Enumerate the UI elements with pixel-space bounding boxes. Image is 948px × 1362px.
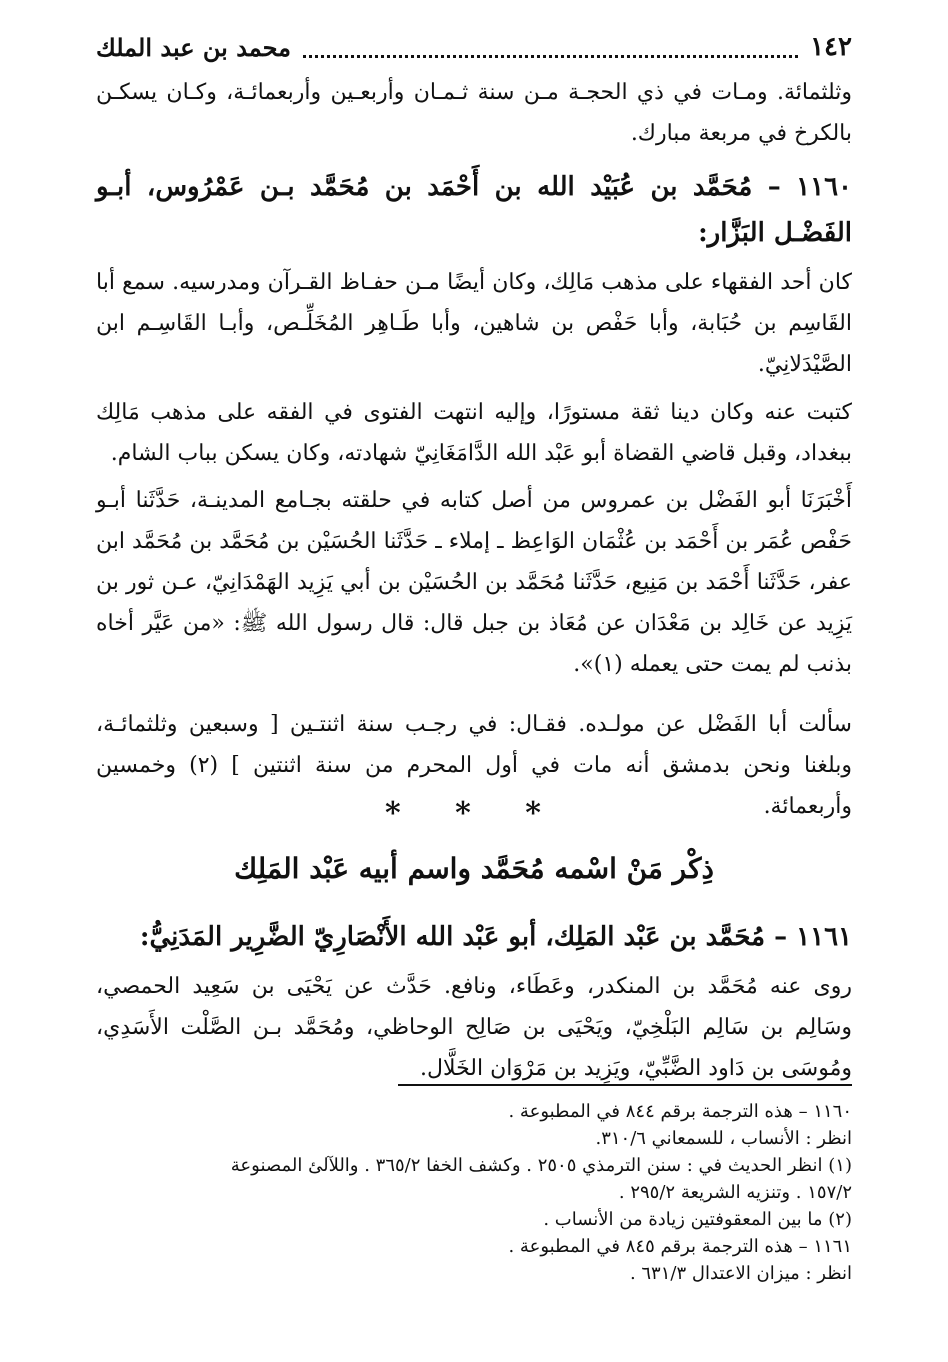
paragraph-3: أَخْبَرَنَا أبو الفَضْل بن عمروس من أصل كتابه في حلقته بجـامع المدينـة، حَدَّثَنا أبـو حَفْص عُمَر بن أَحْمَد بن عُثْمَان الوَاعِظ ـ إملاء ـ حَدَّثَنا الحُسَيْن بن مُحَمَّد بن مُحَمَّد ابن عفر، حَدَّثَنا أَحْمَد بن مَنِيع، حَدَّثَنا مُحَمَّد بن الحُسَيْن بن أبي يَزِيد الهَمْدَانِيّ، عـن ثور بن يَزِيد عن خَالِد بن مَعْدَان عن مُعَاذ بن جبل قال: قال رسول الله ﷺ: «من عَيَّر أخاه بذنب لم يمت حتى يعمله (١)». (96, 488, 852, 677)
footnote-line: (٢) ما بين المعقوفتين زيادة من الأنساب . (543, 1209, 852, 1230)
paragraph-2: كتبت عنه وكان دينا ثقة مستورًا، وإليه انتهت الفتوى في الفقه على مذهب مَالِك ببغداد، وقبل قاضي القضاة أبو عَبْد الله الدَّامَغَانِيّ شهادته، وكان يسكن بباب الشام. (96, 400, 852, 466)
header-dotted-leader (303, 37, 798, 58)
section-separator-stars: * * * (385, 796, 563, 831)
paragraph-4: سألت أبا الفَضْل عن مولـده. فقـال: في رجـب سنة اثنتـين [ وسبعين وثلثمائـة، وبلغنا ونحن بدمشق أنه مات في أول المحرم من سنة اثنتين ] (٢) وخمسين وأربعمائة. (96, 712, 853, 819)
footnotes (96, 1098, 852, 1287)
entry-1161-heading: ١١٦١ – مُحَمَّد بن عَبْد المَلِك، أبو عَبْد الله الأَنْصَارِيّ الضَّرِير المَدَنِيُّ: (139, 922, 852, 952)
footnote-line: انظر : الأنساب ، للسمعاني ٣١٠/٦. (595, 1128, 852, 1149)
page-number: ١٤٢ (810, 32, 852, 62)
entry-1160-heading: ١١٦٠ – مُحَمَّد بن عُبَيْد الله بن أَحْمَد بن مُحَمَّد بـن عَمْرُوس، أبـو الفَضْـل البَزَّار: (96, 172, 852, 248)
paragraph-1: كان أحد الفقهاء على مذهب مَالِك، وكان أيضًا مـن حفـاظ القـرآن ومدرسيه. سمع أبا القَاسِم بن حُبَابة، وأبا حَفْص بن شاهين، وأبا طَـاهِر المُخَلِّـص، وأبـا القَاسِـم ابن الصَّيْدَلانِيّ. (96, 270, 852, 377)
page-header (96, 30, 852, 64)
footnote-line: انظر : ميزان الاعتدال ٦٣١/٣ . (629, 1263, 852, 1284)
entry-1160-continuation: وثلثمائة. ومـات في ذي الحجـة مـن سنة ثـمـان وأربعـين وأربعمائـة، وكـان يسكـن بالكرخ في مربعة مبارك. (96, 80, 852, 146)
footnote-line: (١) انظر الحديث في : سنن الترمذي ٢٥٠٥ . وكشف الخفا ٣٦٥/٢ . واللآلئ المصنوعة (230, 1155, 852, 1176)
paragraph-5: روى عنه مُحَمَّد بن المنكدر، وعَطَاء، ونافع. حَدَّث عن يَحْيَى بن سَعِيد الحمصي، وسَالِم بن سَالِم البَلْخِيّ، ويَحْيَى بن صَالِح الوحاظي، ومُحَمَّد بـن الصَّلْت الأَسَدِي، ومُوسَى بن دَاود الضَّبِّيّ، ويَزِيد بن مَرْوَان الخَلَّال. (96, 974, 852, 1081)
footnote-line: ١١٦٠ – هذه الترجمة برقم ٨٤٤ في المطبوعة . (508, 1101, 852, 1122)
section-title: ذِكْر مَنْ اسْمه مُحَمَّد واسم أبيه عَبْد المَلِك (234, 852, 714, 885)
footnote-line: ١١٦١ – هذه الترجمة برقم ٨٤٥ في المطبوعة . (508, 1236, 852, 1257)
footnote-rule (398, 1084, 852, 1086)
footnote-line: ١٥٧/٢ . وتنزيه الشريعة ٢٩٥/٢ . (618, 1182, 852, 1203)
running-title: محمد بن عبد الملك (96, 32, 292, 62)
